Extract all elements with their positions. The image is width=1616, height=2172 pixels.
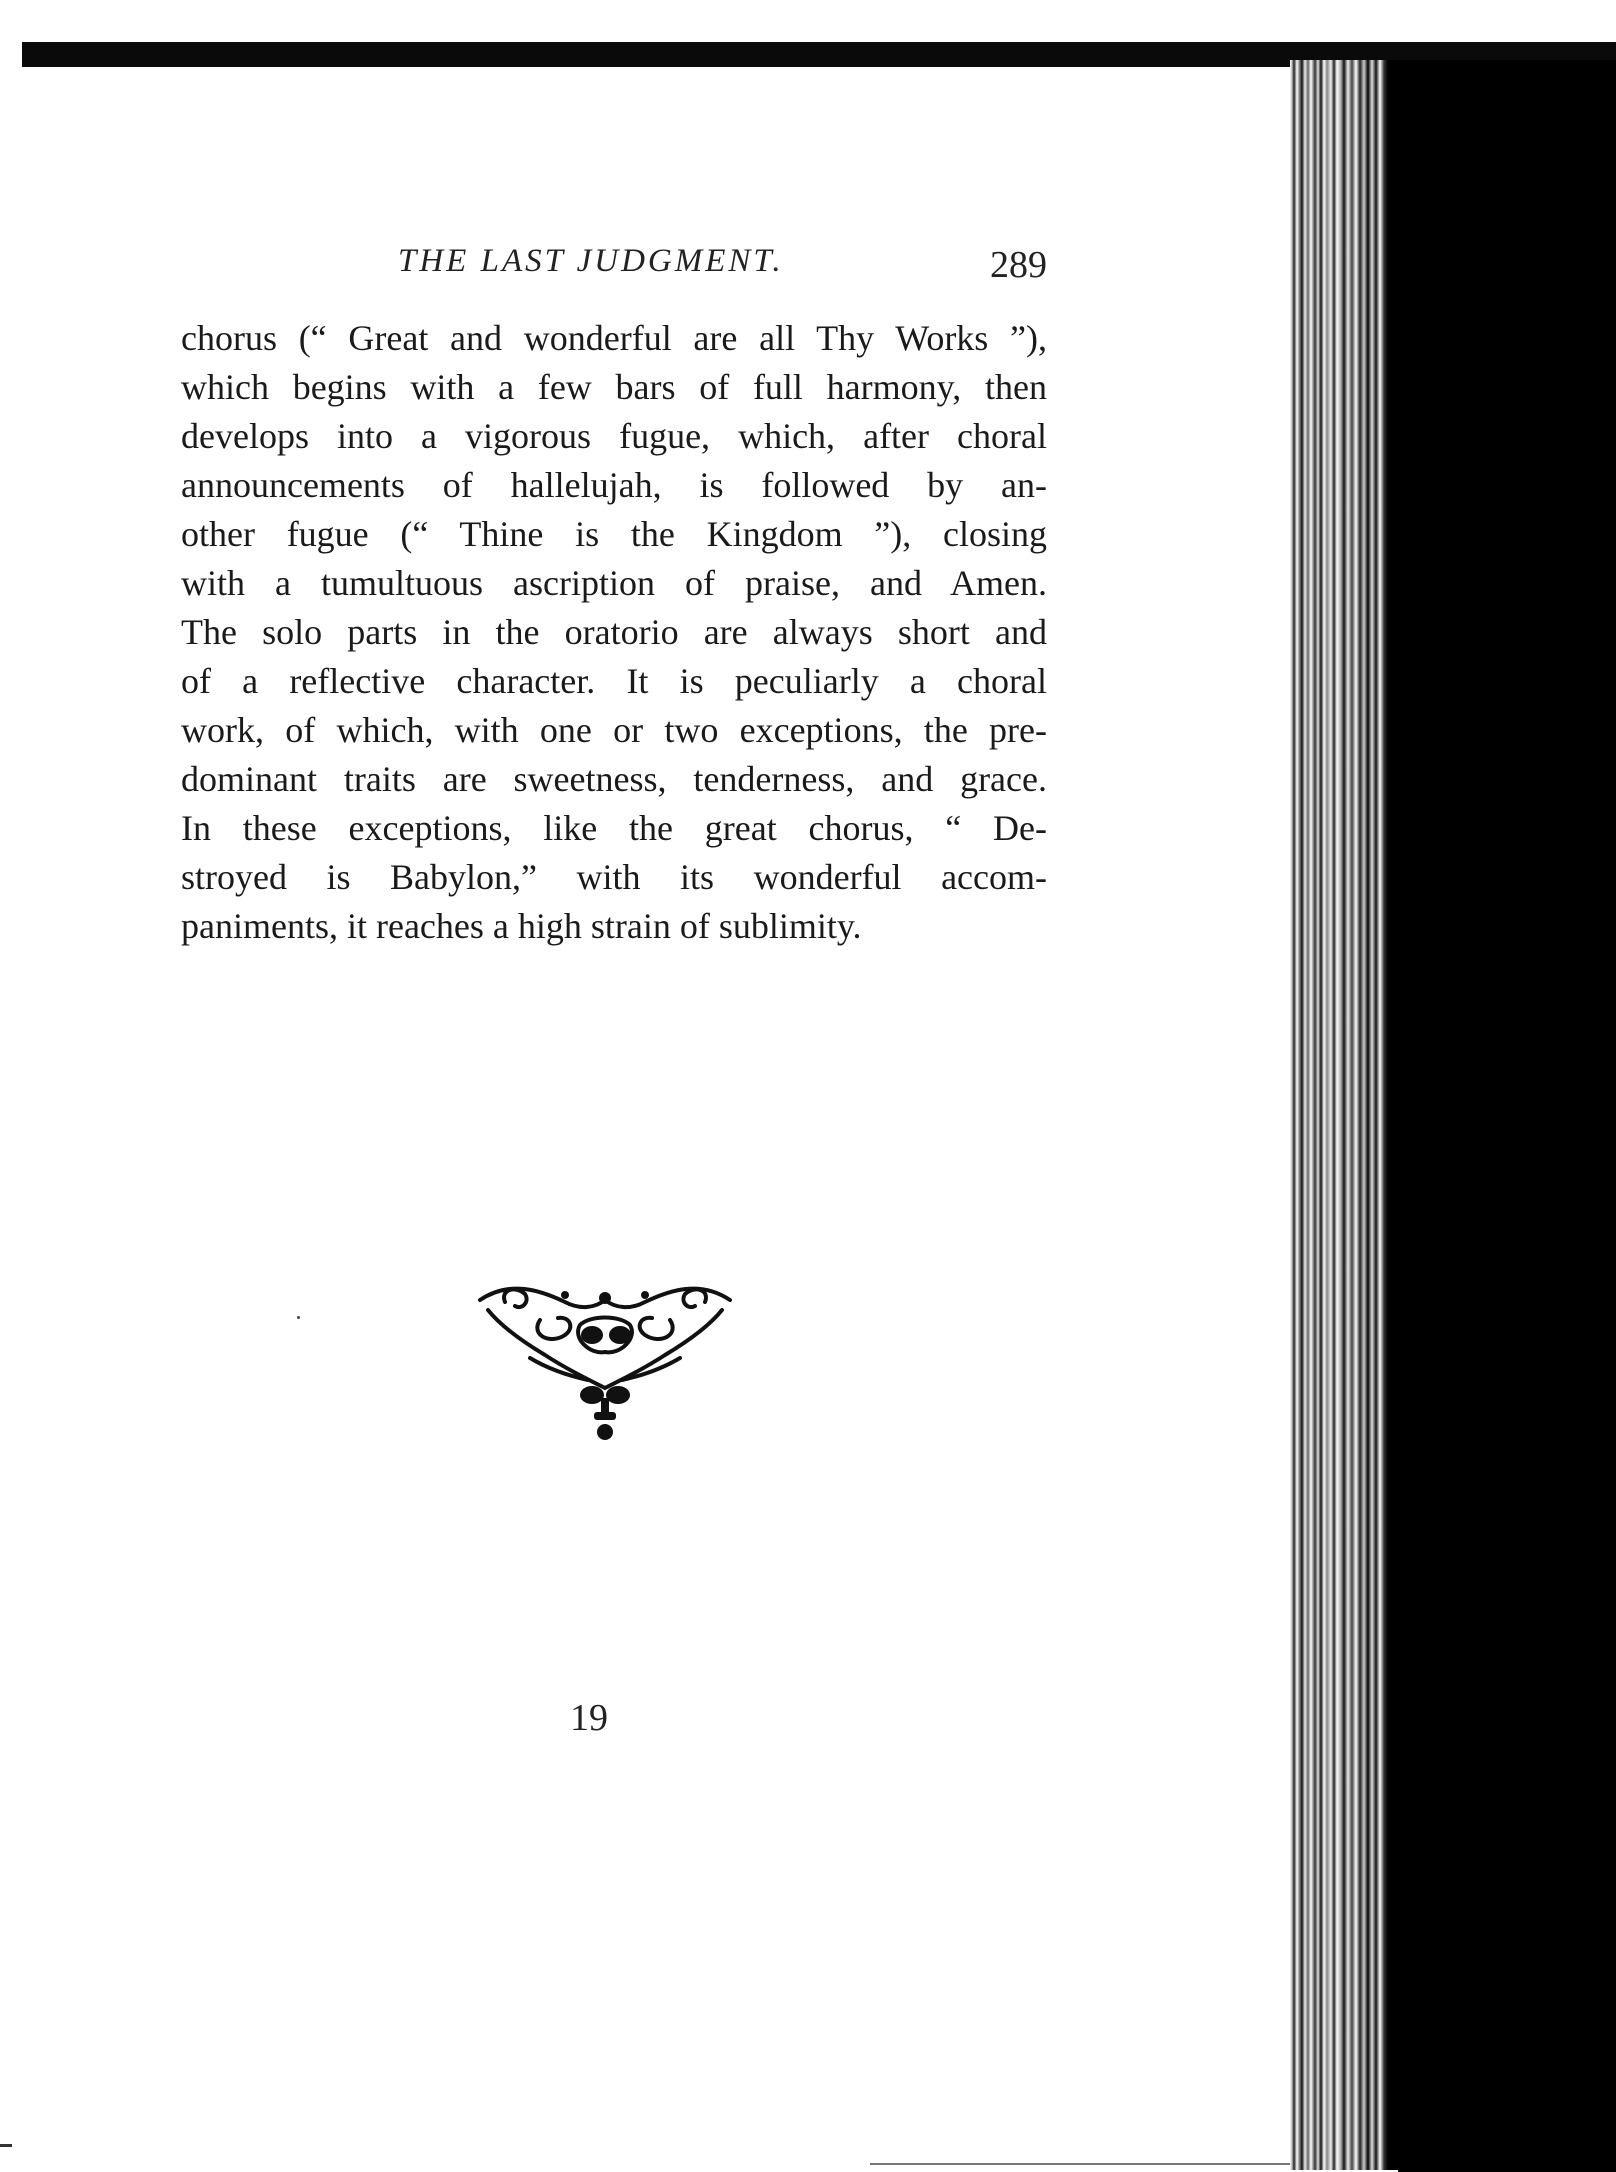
- running-head: [181, 236, 1047, 286]
- text-line: chorus (“ Great and wonderful are all Thy Works ”),: [181, 318, 1047, 358]
- running-title: THE LAST JUDGMENT.: [398, 243, 784, 279]
- text-line: announcements of hallelujah, is followed by an-: [181, 465, 1047, 505]
- text-line: dominant traits are sweetness, tenderness, and grace.: [181, 759, 1047, 799]
- text-line: other fugue (“ Thine is the Kingdom ”), closing: [181, 514, 1047, 554]
- ink-speck: [297, 1316, 300, 1319]
- text-line: The solo parts in the oratorio are always short and: [181, 612, 1047, 652]
- text-line: which begins with a few bars of full harmony, then: [181, 367, 1047, 407]
- text-line: work, of which, with one or two exceptions, the pre-: [181, 710, 1047, 750]
- text-line: In these exceptions, like the great chorus, “ De-: [181, 808, 1047, 848]
- signature-mark: 19: [570, 1697, 608, 1739]
- text-line-last: paniments, it reaches a high strain of sublimity.: [181, 906, 862, 946]
- scan-dark-margin: [1398, 60, 1616, 2172]
- body-paragraph: [181, 314, 1047, 951]
- book-page: [181, 0, 1047, 2172]
- text-line: develops into a vigorous fugue, which, after choral: [181, 416, 1047, 456]
- text-line: stroyed is Babylon,” with its wonderful accom-: [181, 857, 1047, 897]
- bottom-page-edge: [870, 2163, 1290, 2165]
- scan-mark: [0, 2144, 12, 2147]
- page-number: 289: [990, 244, 1047, 286]
- book-page-edges: [1290, 60, 1398, 2170]
- tailpiece-ornament-icon: [470, 1280, 740, 1445]
- text-line: of a reflective character. It is peculiarly a choral: [181, 661, 1047, 701]
- text-line: with a tumultuous ascription of praise, and Amen.: [181, 563, 1047, 603]
